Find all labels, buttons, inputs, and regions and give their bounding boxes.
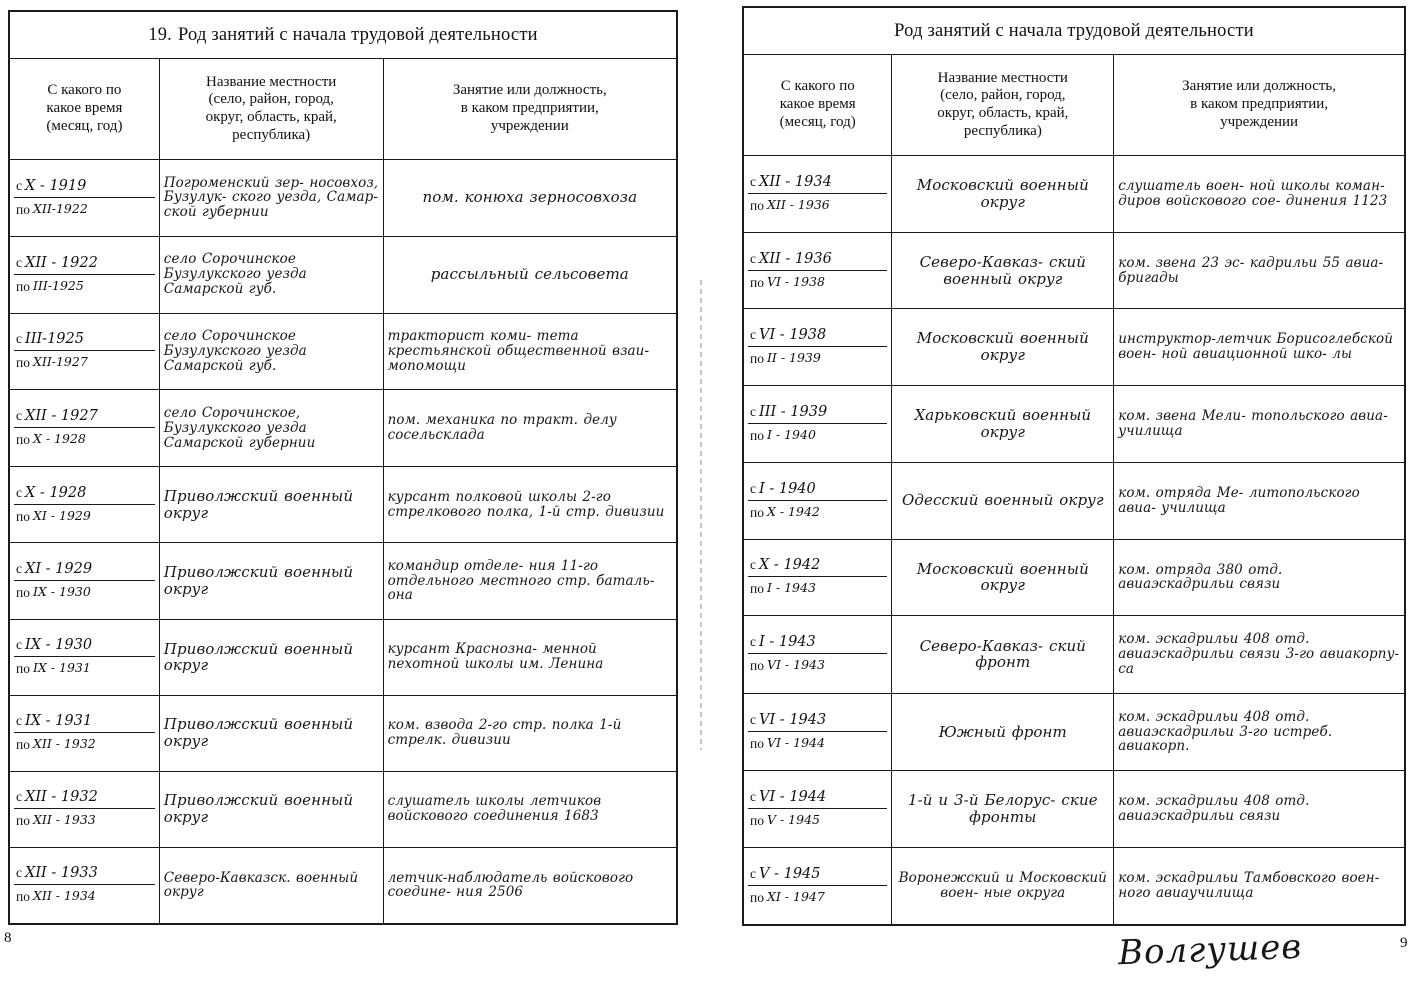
left-title-row (9, 11, 677, 59)
table-row (743, 693, 1405, 771)
left-row-8-job: слушатель школы летчиков войскового соединения 1683 (383, 771, 677, 847)
table-row (743, 156, 1405, 233)
left-row-1-job: рассыльный сельсовета (383, 236, 677, 313)
right-row-0-job: слушатель воен- ной школы коман- диров войскового сое- динения 1123 (1114, 156, 1405, 233)
right-row-9-place: Воронежский и Московский воен- ные округа (892, 847, 1114, 925)
right-header-job: Занятие или должность, в каком предприятии, учреждении (1114, 55, 1405, 156)
right-row-8-job: ком. эскадрильи 408 отд. авиаэскадрильи связи (1114, 771, 1405, 848)
left-row-6-period: с IX - 1930 по IX - 1931 (9, 619, 159, 695)
right-row-4-place: Одесский военный округ (892, 462, 1114, 539)
table-row (743, 386, 1405, 463)
right-row-4-job: ком. отряда Ме- литопольского авиа- училища (1114, 462, 1405, 539)
left-row-6-job: курсант Краснозна- менной пехотной школы им. Ленина (383, 619, 677, 695)
left-row-1-place: село Сорочинское Бузулукского уезда Самарской губ. (159, 236, 383, 313)
right-row-2-period: с VI - 1938 по II - 1939 (743, 309, 892, 386)
right-row-3-job: ком. звена Мели- топольского авиа- училища (1114, 386, 1405, 463)
left-row-2-period: с III-1925 по XII-1927 (9, 313, 159, 390)
right-row-6-period: с I - 1943 по VI - 1943 (743, 616, 892, 694)
left-row-6-place: Приволжский военный округ (159, 619, 383, 695)
table-row (9, 467, 677, 543)
left-row-3-period: с XII - 1927 по X - 1928 (9, 390, 159, 467)
table-row (9, 313, 677, 390)
right-row-3-period: с III - 1939 по I - 1940 (743, 386, 892, 463)
left-row-7-place: Приволжский военный округ (159, 695, 383, 771)
left-occupation-table (8, 10, 678, 925)
left-row-3-place: село Сорочинское, Бузулукского уезда Самарской губернии (159, 390, 383, 467)
page-number-right: 9 (1400, 935, 1408, 951)
right-header-row (743, 55, 1405, 156)
left-header-place: Название местности (село, район, город, округ, область, край, республика) (159, 59, 383, 160)
left-table-title (9, 11, 677, 59)
left-row-5-job: командир отделе- ния 11-го отдельного местного стр. баталь- она (383, 543, 677, 620)
left-form-sheet (8, 10, 678, 925)
table-row (9, 160, 677, 237)
left-row-2-place: село Сорочинское Бузулукского уезда Самарской губ. (159, 313, 383, 390)
right-row-1-place: Северо-Кавказ- ский военный округ (892, 232, 1114, 309)
table-row (743, 232, 1405, 309)
right-row-7-job: ком. эскадрильи 408 отд. авиаэскадрильи 3-го истреб. авиакорп. (1114, 693, 1405, 771)
table-row (743, 462, 1405, 539)
left-row-0-place: Погроменский зер- носовхоз, Бузулук- ского уезда, Самар- ской губернии (159, 160, 383, 237)
table-row (9, 390, 677, 467)
left-row-4-place: Приволжский военный округ (159, 467, 383, 543)
right-row-5-place: Московский военный округ (892, 539, 1114, 616)
table-row (9, 695, 677, 771)
right-occupation-table (742, 6, 1406, 926)
right-row-2-job: инструктор-летчик Борисоглебской воен- ной авиационной шко- лы (1114, 309, 1405, 386)
right-table-title: Род занятий с начала трудовой деятельности (743, 7, 1405, 55)
left-row-8-period: с XII - 1932 по XII - 1933 (9, 771, 159, 847)
left-header-period: С какого по какое время (месяц, год) (9, 59, 159, 160)
right-row-7-place: Южный фронт (892, 693, 1114, 771)
handwritten-signature: Волгушев (1117, 926, 1303, 974)
table-row (743, 771, 1405, 848)
left-row-7-period: с IX - 1931 по XII - 1932 (9, 695, 159, 771)
right-row-0-place: Московский военный округ (892, 156, 1114, 233)
left-row-4-period: с X - 1928 по XI - 1929 (9, 467, 159, 543)
right-row-9-job: ком. эскадрильи Тамбовского воен- ного авиаучилища (1114, 847, 1405, 925)
left-title-number: 19. (148, 24, 172, 45)
right-row-1-period: с XII - 1936 по VI - 1938 (743, 232, 892, 309)
left-row-9-period: с XII - 1933 по XII - 1934 (9, 847, 159, 924)
left-row-0-job: пом. конюха зерносовхоза (383, 160, 677, 237)
table-row (743, 309, 1405, 386)
table-row (743, 539, 1405, 616)
scan-seam (700, 280, 702, 750)
table-row (9, 236, 677, 313)
right-row-9-period: с V - 1945 по XI - 1947 (743, 847, 892, 925)
right-title-row (743, 7, 1405, 55)
right-row-5-job: ком. отряда 380 отд. авиаэскадрильи связи (1114, 539, 1405, 616)
right-header-period: С какого по какое время (месяц, год) (743, 55, 892, 156)
right-form-sheet (742, 6, 1406, 926)
right-row-8-place: 1-й и 3-й Белорус- ские фронты (892, 771, 1114, 848)
left-row-9-job: летчик-наблюдатель войскового соедине- ния 2506 (383, 847, 677, 924)
table-row (9, 847, 677, 924)
left-row-0-period: с X - 1919 по XII-1922 (9, 160, 159, 237)
table-row (9, 771, 677, 847)
table-row (9, 619, 677, 695)
left-header-job: Занятие или должность, в каком предприятии, учреждении (383, 59, 677, 160)
table-row (9, 543, 677, 620)
right-row-5-period: с X - 1942 по I - 1943 (743, 539, 892, 616)
right-row-7-period: с VI - 1943 по VI - 1944 (743, 693, 892, 771)
left-row-3-job: пом. механика по тракт. делу сосельсклада (383, 390, 677, 467)
right-row-8-period: с VI - 1944 по V - 1945 (743, 771, 892, 848)
left-row-7-job: ком. взвода 2-го стр. полка 1-й стрелк. дивизии (383, 695, 677, 771)
right-row-1-job: ком. звена 23 эс- кадрильи 55 авиа- бригады (1114, 232, 1405, 309)
right-row-2-place: Московский военный округ (892, 309, 1114, 386)
left-row-2-job: тракторист коми- тета крестьянской общественной взаи- мопомощи (383, 313, 677, 390)
table-row (743, 847, 1405, 925)
left-header-row (9, 59, 677, 160)
right-row-4-period: с I - 1940 по X - 1942 (743, 462, 892, 539)
right-row-0-period: с XII - 1934 по XII - 1936 (743, 156, 892, 233)
page-number-left: 8 (4, 930, 12, 946)
right-row-6-job: ком. эскадрильи 408 отд. авиаэскадрильи связи 3-го авиакорпу- са (1114, 616, 1405, 694)
left-row-9-place: Северо-Кавказск. военный округ (159, 847, 383, 924)
left-row-4-job: курсант полковой школы 2-го стрелкового полка, 1-й стр. дивизии (383, 467, 677, 543)
right-row-6-place: Северо-Кавказ- ский фронт (892, 616, 1114, 694)
left-row-5-period: с XI - 1929 по IX - 1930 (9, 543, 159, 620)
left-row-5-place: Приволжский военный округ (159, 543, 383, 620)
right-header-place: Название местности (село, район, город, округ, область, край, республика) (892, 55, 1114, 156)
right-row-3-place: Харьковский военный округ (892, 386, 1114, 463)
left-title-text: Род занятий с начала трудовой деятельности (178, 24, 538, 45)
table-row (743, 616, 1405, 694)
left-row-1-period: с XII - 1922 по III-1925 (9, 236, 159, 313)
left-row-8-place: Приволжский военный округ (159, 771, 383, 847)
